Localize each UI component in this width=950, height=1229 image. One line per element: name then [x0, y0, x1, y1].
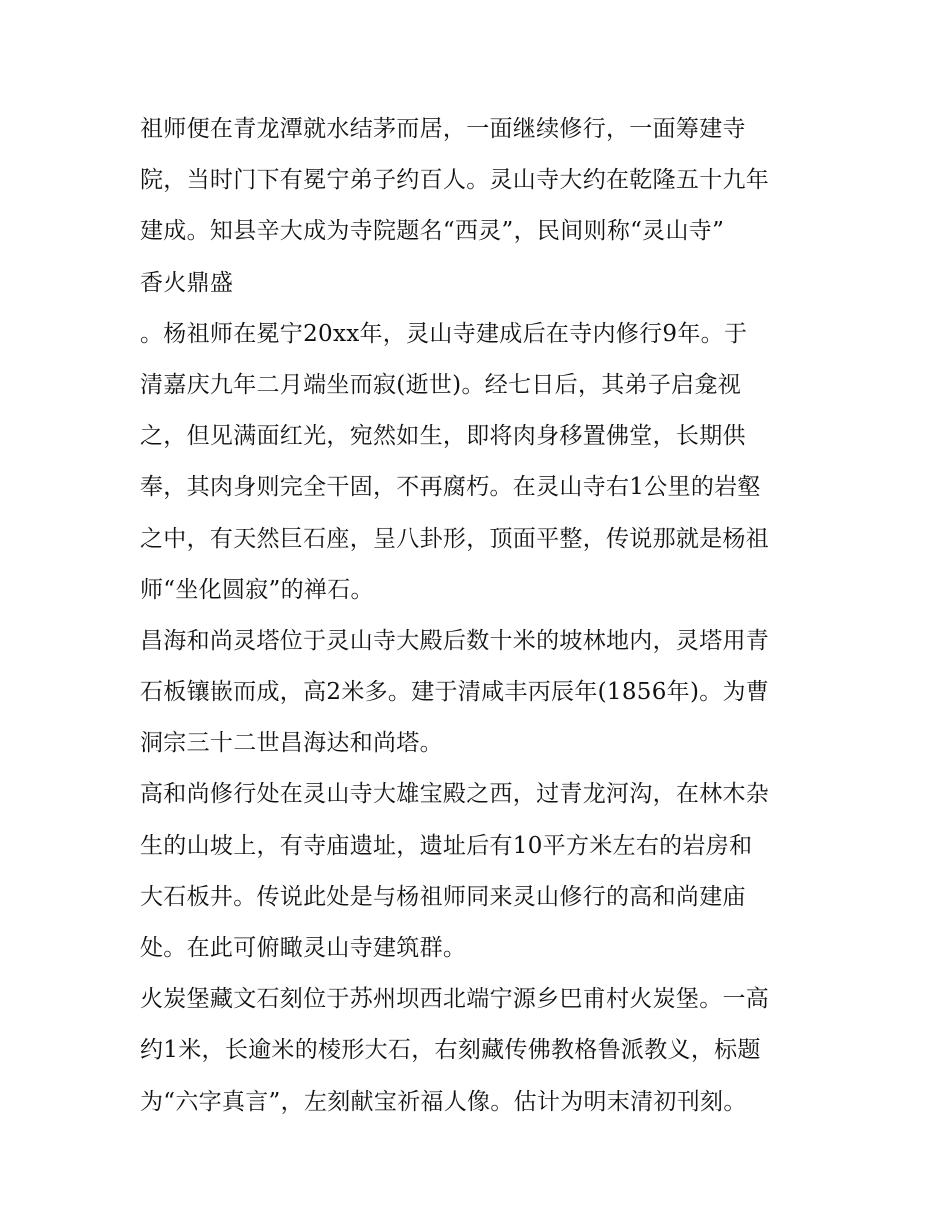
text-line: 之，但见满面红光，宛然如生，即将肉身移置佛堂，长期供 — [140, 423, 746, 450]
text-line: 昌海和尚灵塔位于灵山寺大殿后数十米的坡林地内，灵塔用青 — [140, 627, 770, 654]
text-line: 之中，有天然巨石座，呈八卦形，顶面平整，传说那就是杨祖 — [140, 525, 770, 552]
text-line: 建成。知县辛大成为寺院题名“西灵”，民间则称“灵山寺” — [140, 218, 725, 245]
text-line: 高和尚修行处在灵山寺大雄宝殿之西，过青龙河沟，在林木杂 — [140, 781, 770, 808]
text-line: 大石板井。传说此处是与杨祖师同来灵山修行的高和尚建庙 — [140, 883, 746, 910]
text-line: 师“坐化圆寂”的禅石。 — [140, 576, 374, 603]
text-line: 约1米，长逾米的棱形大石，右刻藏传佛教格鲁派教义，标题 — [140, 1037, 761, 1064]
text-line: 清嘉庆九年二月端坐而寂(逝世)。经七日后，其弟子启龛视 — [140, 371, 742, 398]
text-line: 。杨祖师在冕宁20xx年，灵山寺建成后在寺内修行9年。于 — [140, 320, 748, 347]
text-line: 洞宗三十二世昌海达和尚塔。 — [140, 730, 443, 757]
text-line: 祖师便在青龙潭就水结茅而居，一面继续修行，一面筹建寺 — [140, 116, 746, 142]
text-line: 火炭堡藏文石刻位于苏州坝西北端宁源乡巴甫村火炭堡。一高 — [140, 986, 770, 1013]
text-line: 院，当时门下有冕宁弟子约百人。灵山寺大约在乾隆五十九年 — [140, 167, 770, 194]
text-line: 处。在此可俯瞰灵山寺建筑群。 — [140, 935, 467, 961]
text-line: 为“六字真言”，左刻献宝祈福人像。估计为明末清初刊刻。 — [140, 1088, 747, 1115]
text-line: 奉，其肉身则完全干固，不再腐朽。在灵山寺右1公里的岩壑 — [140, 474, 761, 501]
text-line: 石板镶嵌而成，高2米多。建于清咸丰丙辰年(1856年)。为曹 — [140, 679, 770, 706]
text-line: 生的山坡上，有寺庙遗址，遗址后有10平方米左右的岩房和 — [140, 832, 753, 859]
document-body — [140, 104, 820, 1128]
text-line: 香火鼎盛 — [140, 269, 234, 296]
